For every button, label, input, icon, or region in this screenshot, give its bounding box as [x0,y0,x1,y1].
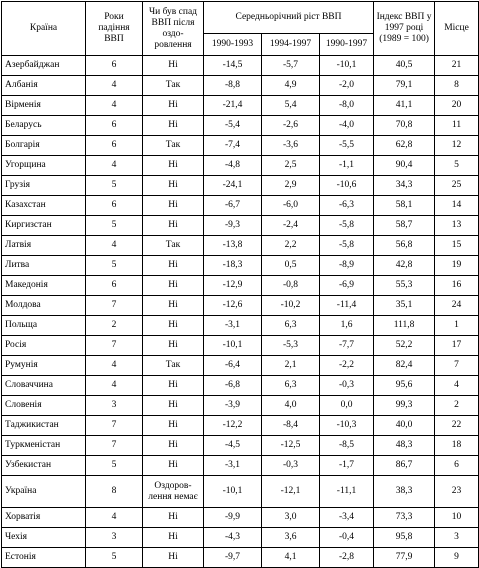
cell-rank: 12 [435,136,479,156]
cell-years: 7 [86,296,143,316]
cell-growth-1990-1993: -4,5 [204,436,262,456]
cell-index-1997: 40,5 [374,56,435,76]
cell-growth-1994-1997: -6,0 [262,196,320,216]
cell-rank: 24 [435,296,479,316]
cell-years: 5 [86,176,143,196]
cell-rank: 23 [435,476,479,508]
cell-growth-1994-1997: -10,2 [262,296,320,316]
table-row [2,176,479,196]
cell-decline: Ні [143,396,204,416]
cell-growth-1990-1993: -9,9 [204,508,262,528]
cell-country: Казахстан [2,196,86,216]
header-period-1990-1997: 1990-1997 [320,34,374,56]
table-row [2,96,479,116]
gdp-table [1,1,479,568]
cell-years: 6 [86,196,143,216]
cell-growth-1990-1997: -7,7 [320,336,374,356]
cell-index-1997: 52,2 [374,336,435,356]
cell-rank: 16 [435,276,479,296]
cell-country: Естонія [2,548,86,568]
cell-growth-1994-1997: 5,4 [262,96,320,116]
cell-rank: 18 [435,436,479,456]
cell-growth-1994-1997: -0,8 [262,276,320,296]
cell-index-1997: 82,4 [374,356,435,376]
cell-index-1997: 99,3 [374,396,435,416]
table-row [2,336,479,356]
cell-country: Угорщина [2,156,86,176]
table-row [2,436,479,456]
cell-years: 4 [86,96,143,116]
cell-decline: Ні [143,436,204,456]
table-row [2,508,479,528]
cell-growth-1994-1997: -3,6 [262,136,320,156]
cell-growth-1990-1993: -4,3 [204,528,262,548]
cell-growth-1994-1997: 2,2 [262,236,320,256]
cell-country: Молдова [2,296,86,316]
cell-decline: Так [143,76,204,96]
table-row [2,316,479,336]
cell-growth-1990-1993: -4,8 [204,156,262,176]
cell-growth-1990-1993: -12,9 [204,276,262,296]
cell-country: Литва [2,256,86,276]
cell-growth-1994-1997: 6,3 [262,316,320,336]
cell-index-1997: 77,9 [374,548,435,568]
header-years: Роки падіння ВВП [86,2,143,56]
cell-index-1997: 79,1 [374,76,435,96]
cell-rank: 11 [435,116,479,136]
table-body [2,56,479,568]
cell-decline: Ні [143,276,204,296]
cell-growth-1990-1997: -8,9 [320,256,374,276]
cell-country: Таджикистан [2,416,86,436]
cell-growth-1994-1997: -2,4 [262,216,320,236]
cell-years: 7 [86,336,143,356]
cell-rank: 8 [435,76,479,96]
cell-decline: Так [143,236,204,256]
header-rank: Місце [435,2,479,56]
cell-decline: Ні [143,256,204,276]
table-row [2,76,479,96]
cell-rank: 25 [435,176,479,196]
cell-growth-1994-1997: 2,1 [262,356,320,376]
cell-country: Азербайджан [2,56,86,76]
cell-index-1997: 38,3 [374,476,435,508]
table-row [2,396,479,416]
cell-index-1997: 70,8 [374,116,435,136]
cell-growth-1990-1997: -2,2 [320,356,374,376]
cell-index-1997: 90,4 [374,156,435,176]
cell-country: Киргизстан [2,216,86,236]
cell-growth-1990-1997: 0,0 [320,396,374,416]
cell-rank: 3 [435,528,479,548]
cell-index-1997: 58,1 [374,196,435,216]
cell-growth-1990-1997: -1,7 [320,456,374,476]
table-row [2,476,479,508]
cell-growth-1990-1997: -0,4 [320,528,374,548]
cell-years: 6 [86,116,143,136]
cell-rank: 5 [435,156,479,176]
cell-decline: Ні [143,336,204,356]
cell-index-1997: 35,1 [374,296,435,316]
cell-index-1997: 42,8 [374,256,435,276]
header-index: Індекс ВВП у 1997 році (1989 = 100) [374,2,435,56]
table-row [2,416,479,436]
table-row [2,56,479,76]
cell-growth-1990-1997: -5,8 [320,216,374,236]
cell-growth-1990-1993: -9,7 [204,548,262,568]
cell-decline: Ні [143,548,204,568]
cell-growth-1990-1993: -3,9 [204,396,262,416]
cell-rank: 14 [435,196,479,216]
cell-growth-1990-1997: -0,3 [320,376,374,396]
cell-growth-1990-1997: -3,4 [320,508,374,528]
cell-rank: 20 [435,96,479,116]
cell-index-1997: 55,3 [374,276,435,296]
table-row [2,236,479,256]
cell-country: Румунія [2,356,86,376]
cell-growth-1990-1993: -12,2 [204,416,262,436]
cell-country: Латвія [2,236,86,256]
cell-growth-1990-1993: -6,4 [204,356,262,376]
cell-growth-1990-1993: -5,4 [204,116,262,136]
cell-years: 7 [86,436,143,456]
cell-years: 4 [86,156,143,176]
cell-growth-1990-1993: -6,8 [204,376,262,396]
cell-growth-1990-1993: -7,4 [204,136,262,156]
cell-growth-1994-1997: 4,0 [262,396,320,416]
cell-decline: Ні [143,216,204,236]
cell-growth-1990-1993: -10,1 [204,476,262,508]
cell-country: Росія [2,336,86,356]
cell-years: 5 [86,216,143,236]
cell-decline: Ні [143,96,204,116]
cell-decline: Ні [143,56,204,76]
cell-decline: Ні [143,456,204,476]
cell-growth-1994-1997: 4,9 [262,76,320,96]
cell-decline: Ні [143,296,204,316]
cell-country: Польща [2,316,86,336]
cell-index-1997: 95,8 [374,528,435,548]
cell-growth-1990-1993: -9,3 [204,216,262,236]
cell-growth-1994-1997: 3,0 [262,508,320,528]
cell-country: Македонія [2,276,86,296]
cell-growth-1990-1993: -6,7 [204,196,262,216]
cell-decline: Ні [143,376,204,396]
cell-growth-1994-1997: -12,5 [262,436,320,456]
table-row [2,156,479,176]
cell-growth-1990-1993: -13,8 [204,236,262,256]
cell-growth-1990-1997: -8,0 [320,96,374,116]
cell-growth-1990-1993: -18,3 [204,256,262,276]
cell-growth-1994-1997: 0,5 [262,256,320,276]
header-avg-growth: Середньорічний ріст ВВП [204,2,374,34]
cell-rank: 21 [435,56,479,76]
cell-decline: Ні [143,316,204,336]
cell-country: Чехія [2,528,86,548]
table-row [2,276,479,296]
cell-years: 3 [86,528,143,548]
header-decline: Чи був спад ВВП після оздо-ровлення [143,2,204,56]
cell-index-1997: 56,8 [374,236,435,256]
cell-decline: Ні [143,528,204,548]
cell-growth-1990-1997: -11,1 [320,476,374,508]
table-row [2,296,479,316]
cell-index-1997: 86,7 [374,456,435,476]
cell-growth-1990-1993: -3,1 [204,456,262,476]
cell-growth-1990-1997: -1,1 [320,156,374,176]
cell-years: 2 [86,316,143,336]
cell-country: Словенія [2,396,86,416]
cell-growth-1990-1997: 1,6 [320,316,374,336]
cell-rank: 22 [435,416,479,436]
cell-country: Грузія [2,176,86,196]
cell-decline: Ні [143,508,204,528]
table-row [2,116,479,136]
cell-rank: 2 [435,396,479,416]
cell-growth-1990-1997: -10,3 [320,416,374,436]
cell-rank: 10 [435,508,479,528]
header-country: Країна [2,2,86,56]
cell-rank: 1 [435,316,479,336]
cell-index-1997: 95,6 [374,376,435,396]
cell-years: 5 [86,548,143,568]
header-period-1994-1997: 1994-1997 [262,34,320,56]
cell-growth-1990-1997: -10,6 [320,176,374,196]
cell-growth-1994-1997: 2,9 [262,176,320,196]
cell-years: 3 [86,396,143,416]
cell-growth-1994-1997: -5,7 [262,56,320,76]
cell-rank: 13 [435,216,479,236]
cell-growth-1990-1997: -2,0 [320,76,374,96]
cell-country: Вірменія [2,96,86,116]
cell-years: 5 [86,256,143,276]
cell-growth-1994-1997: 3,6 [262,528,320,548]
cell-growth-1990-1993: -21,4 [204,96,262,116]
cell-growth-1990-1997: -4,0 [320,116,374,136]
cell-rank: 6 [435,456,479,476]
cell-country: Україна [2,476,86,508]
cell-index-1997: 34,3 [374,176,435,196]
cell-index-1997: 62,8 [374,136,435,156]
cell-growth-1990-1997: -5,8 [320,236,374,256]
cell-growth-1994-1997: -2,6 [262,116,320,136]
cell-index-1997: 111,8 [374,316,435,336]
cell-growth-1994-1997: -12,1 [262,476,320,508]
cell-rank: 9 [435,548,479,568]
cell-growth-1990-1997: -2,8 [320,548,374,568]
cell-years: 7 [86,416,143,436]
cell-decline: Ні [143,176,204,196]
cell-years: 4 [86,356,143,376]
cell-growth-1990-1993: -12,6 [204,296,262,316]
cell-growth-1994-1997: 4,1 [262,548,320,568]
cell-years: 6 [86,136,143,156]
cell-growth-1994-1997: 6,3 [262,376,320,396]
table-row [2,356,479,376]
cell-growth-1994-1997: -8,4 [262,416,320,436]
cell-index-1997: 58,7 [374,216,435,236]
cell-years: 5 [86,456,143,476]
cell-rank: 4 [435,376,479,396]
cell-years: 8 [86,476,143,508]
cell-decline: Ні [143,156,204,176]
cell-index-1997: 48,3 [374,436,435,456]
cell-country: Узбекистан [2,456,86,476]
table-row [2,528,479,548]
table-row [2,136,479,156]
cell-rank: 17 [435,336,479,356]
cell-decline: Ні [143,196,204,216]
cell-growth-1994-1997: -5,3 [262,336,320,356]
cell-growth-1990-1993: -3,1 [204,316,262,336]
cell-country: Словаччина [2,376,86,396]
table-row [2,196,479,216]
cell-growth-1990-1997: -5,5 [320,136,374,156]
cell-years: 4 [86,236,143,256]
cell-decline: Так [143,136,204,156]
cell-country: Туркменістан [2,436,86,456]
cell-country: Беларусь [2,116,86,136]
table-row [2,256,479,276]
cell-growth-1990-1997: -11,4 [320,296,374,316]
cell-decline: Ні [143,116,204,136]
cell-index-1997: 73,3 [374,508,435,528]
cell-growth-1990-1993: -24,1 [204,176,262,196]
cell-country: Болгарія [2,136,86,156]
cell-decline: Оздоров-лення немає [143,476,204,508]
cell-decline: Так [143,356,204,376]
cell-growth-1990-1993: -10,1 [204,336,262,356]
cell-growth-1994-1997: 2,5 [262,156,320,176]
cell-years: 6 [86,276,143,296]
cell-country: Албанія [2,76,86,96]
cell-growth-1990-1993: -8,8 [204,76,262,96]
cell-index-1997: 41,1 [374,96,435,116]
cell-growth-1990-1997: -10,1 [320,56,374,76]
cell-rank: 7 [435,356,479,376]
table-row [2,376,479,396]
cell-growth-1994-1997: -0,3 [262,456,320,476]
cell-years: 4 [86,76,143,96]
table-row [2,216,479,236]
cell-decline: Ні [143,416,204,436]
table-row [2,456,479,476]
cell-years: 4 [86,376,143,396]
cell-rank: 19 [435,256,479,276]
cell-country: Хорватія [2,508,86,528]
cell-growth-1990-1997: -6,3 [320,196,374,216]
cell-growth-1990-1997: -8,5 [320,436,374,456]
cell-rank: 15 [435,236,479,256]
cell-growth-1990-1993: -14,5 [204,56,262,76]
cell-years: 4 [86,508,143,528]
cell-index-1997: 40,0 [374,416,435,436]
header-period-1990-1993: 1990-1993 [204,34,262,56]
cell-growth-1990-1997: -6,9 [320,276,374,296]
cell-years: 6 [86,56,143,76]
